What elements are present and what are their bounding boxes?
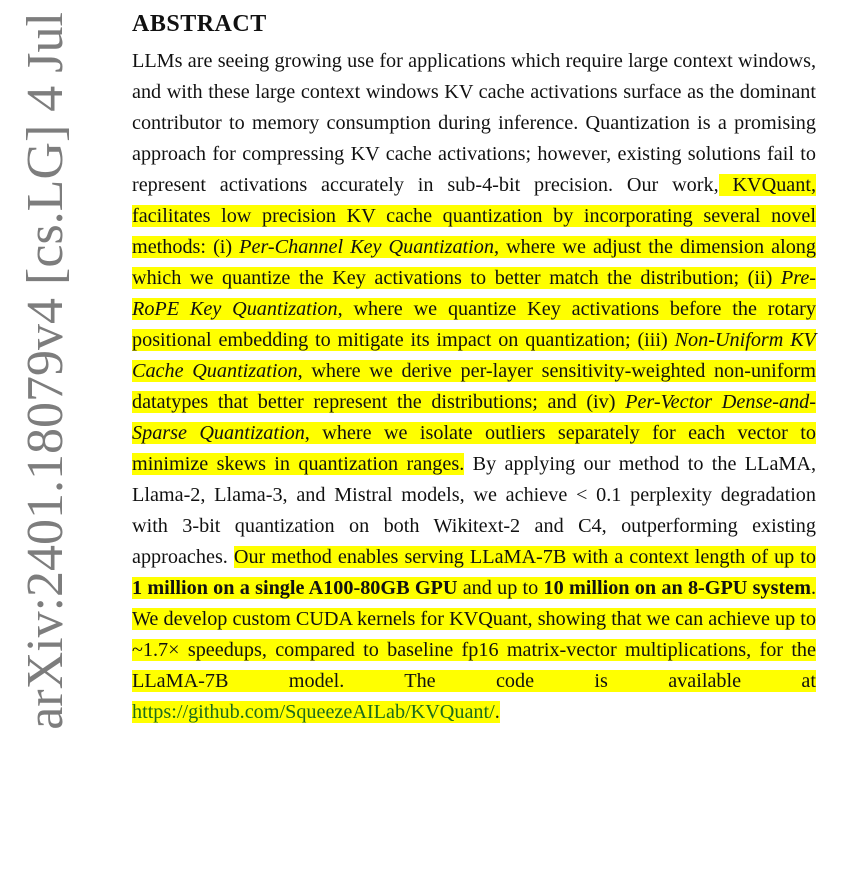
serving-connector-text: and up to bbox=[457, 577, 544, 599]
method-2-title: Pre-RoPE Key Quantization bbox=[132, 267, 816, 320]
kernels-text: . We develop custom CUDA kernels for KVQuant, showing that we can achieve up to ~1.7× speedups, compared to baseline fp16 matrix-vector multiplications, for the LLaMA-7B model. The code is available at bbox=[132, 577, 816, 692]
method-1-text: , where we adjust the dimension along which we quantize the Key activations to better match the distribution; (ii) bbox=[132, 236, 816, 289]
code-repository-link[interactable]: https://github.com/SqueezeAILab/KVQuant/ bbox=[132, 701, 495, 723]
abstract-intro-text: LLMs are seeing growing use for applications which require large context windows, and with these large context windows KV cache activations surface as the dominant contributor to memory consumption during inference. Quantization is a promising approach for compressing KV cache activations; however, existing solutions fail to represent activations accurately in sub-4-bit precision. Our work, bbox=[132, 50, 816, 196]
results-text: By applying our method to the LLaMA, Llama-2, Llama-3, and Mistral models, we achieve < 0.1 perplexity degradation with 3-bit quantization on both Wikitext-2 and C4, outperforming existing approaches. bbox=[132, 453, 816, 568]
abstract-heading: ABSTRACT bbox=[132, 11, 267, 37]
highlight-methods bbox=[132, 174, 816, 475]
arxiv-identifier-text: arXiv:2401.18079v4 [cs.LG] 4 Jul bbox=[17, 12, 74, 730]
abstract-body bbox=[132, 46, 816, 728]
arxiv-identifier-stamp bbox=[14, 12, 78, 826]
method-2-text: , where we quantize Key activations before the rotary positional embedding to mitigate its impact on quantization; (iii) bbox=[132, 298, 816, 351]
methods-intro-text: KVQuant, facilitates low precision KV cache quantization by incorporating several novel methods: (i) bbox=[132, 174, 816, 258]
method-4-title: Per-Vector Dense-and-Sparse Quantization bbox=[132, 391, 816, 444]
highlight-serving bbox=[132, 546, 816, 723]
final-period: . bbox=[494, 701, 500, 723]
method-1-title: Per-Channel Key Quantization bbox=[239, 236, 494, 258]
abstract-section bbox=[132, 6, 816, 728]
single-gpu-claim: 1 million on a single A100-80GB GPU bbox=[132, 577, 458, 599]
method-3-text: , where we derive per-layer sensitivity-weighted non-uniform datatypes that better represent the distributions; and (iv) bbox=[132, 360, 816, 413]
method-3-title: Non-Uniform KV Cache Quantization bbox=[132, 329, 817, 382]
method-4-text: , where we isolate outliers separately for each vector to minimize skews in quantization ranges. bbox=[132, 422, 816, 475]
multi-gpu-claim: 10 million on an 8-GPU system bbox=[543, 577, 811, 599]
serving-intro-text: Our method enables serving LLaMA-7B with a context length of up to bbox=[233, 546, 816, 568]
